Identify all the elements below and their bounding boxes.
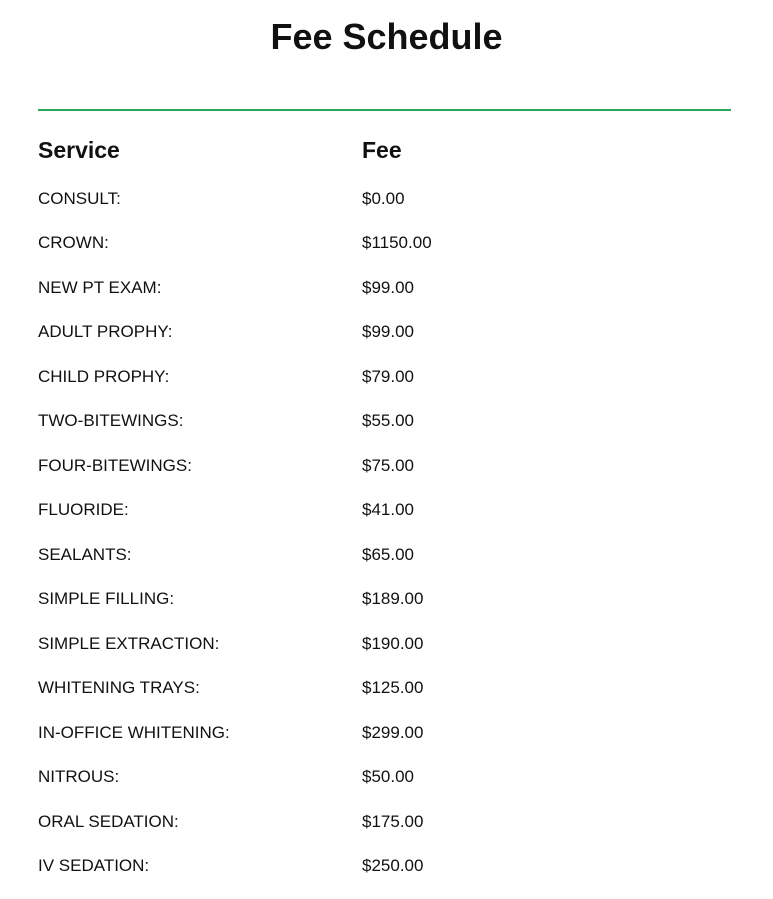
table-row (0, 854, 773, 898)
service-fee: $65.00 (362, 544, 414, 564)
service-fee: $189.00 (362, 589, 424, 609)
divider (38, 109, 731, 111)
table-row (0, 231, 773, 275)
service-name: IN-OFFICE WHITENING: (38, 722, 230, 742)
column-header-fee: Fee (362, 137, 402, 163)
table-row (0, 498, 773, 542)
service-fee: $79.00 (362, 366, 414, 386)
service-name: CHILD PROPHY: (38, 366, 170, 386)
service-fee: $250.00 (362, 856, 424, 876)
service-name: SIMPLE EXTRACTION: (38, 633, 220, 653)
table-row (0, 765, 773, 809)
service-name: CONSULT: (38, 189, 121, 208)
service-name: CROWN: (38, 233, 109, 253)
service-name: IV SEDATION: (38, 856, 150, 876)
table-row (0, 276, 773, 320)
table-row (0, 543, 773, 587)
service-fee: $190.00 (362, 633, 424, 653)
service-fee: $175.00 (362, 811, 424, 831)
fee-table (0, 187, 773, 899)
table-row (0, 320, 773, 364)
table-row (0, 721, 773, 765)
table-row (0, 632, 773, 676)
service-fee: $0.00 (362, 189, 405, 208)
table-row (0, 365, 773, 409)
service-name: TWO-BITEWINGS: (38, 411, 184, 431)
service-name: FOUR-BITEWINGS: (38, 455, 192, 475)
service-fee: $41.00 (362, 500, 414, 520)
table-row (0, 587, 773, 631)
service-fee: $125.00 (362, 678, 424, 698)
service-fee: $99.00 (362, 322, 414, 342)
service-fee: $299.00 (362, 722, 424, 742)
service-name: ORAL SEDATION: (38, 811, 179, 831)
table-row (0, 676, 773, 720)
service-name: WHITENING TRAYS: (38, 678, 200, 698)
service-name: SEALANTS: (38, 544, 132, 564)
service-name: NEW PT EXAM: (38, 277, 162, 297)
page-title: Fee Schedule (270, 16, 503, 57)
service-fee: $50.00 (362, 767, 414, 787)
table-row (0, 409, 773, 453)
table-row (0, 810, 773, 854)
service-name: SIMPLE FILLING: (38, 589, 175, 609)
table-row (0, 454, 773, 498)
column-header-service: Service (38, 137, 120, 163)
service-name: FLUORIDE: (38, 500, 129, 520)
service-fee: $99.00 (362, 277, 414, 297)
service-name: NITROUS: (38, 767, 120, 787)
service-fee: $55.00 (362, 411, 414, 431)
service-name: ADULT PROPHY: (38, 322, 173, 342)
service-fee: $75.00 (362, 455, 414, 475)
table-row (0, 187, 773, 231)
service-fee: $1150.00 (362, 233, 432, 253)
